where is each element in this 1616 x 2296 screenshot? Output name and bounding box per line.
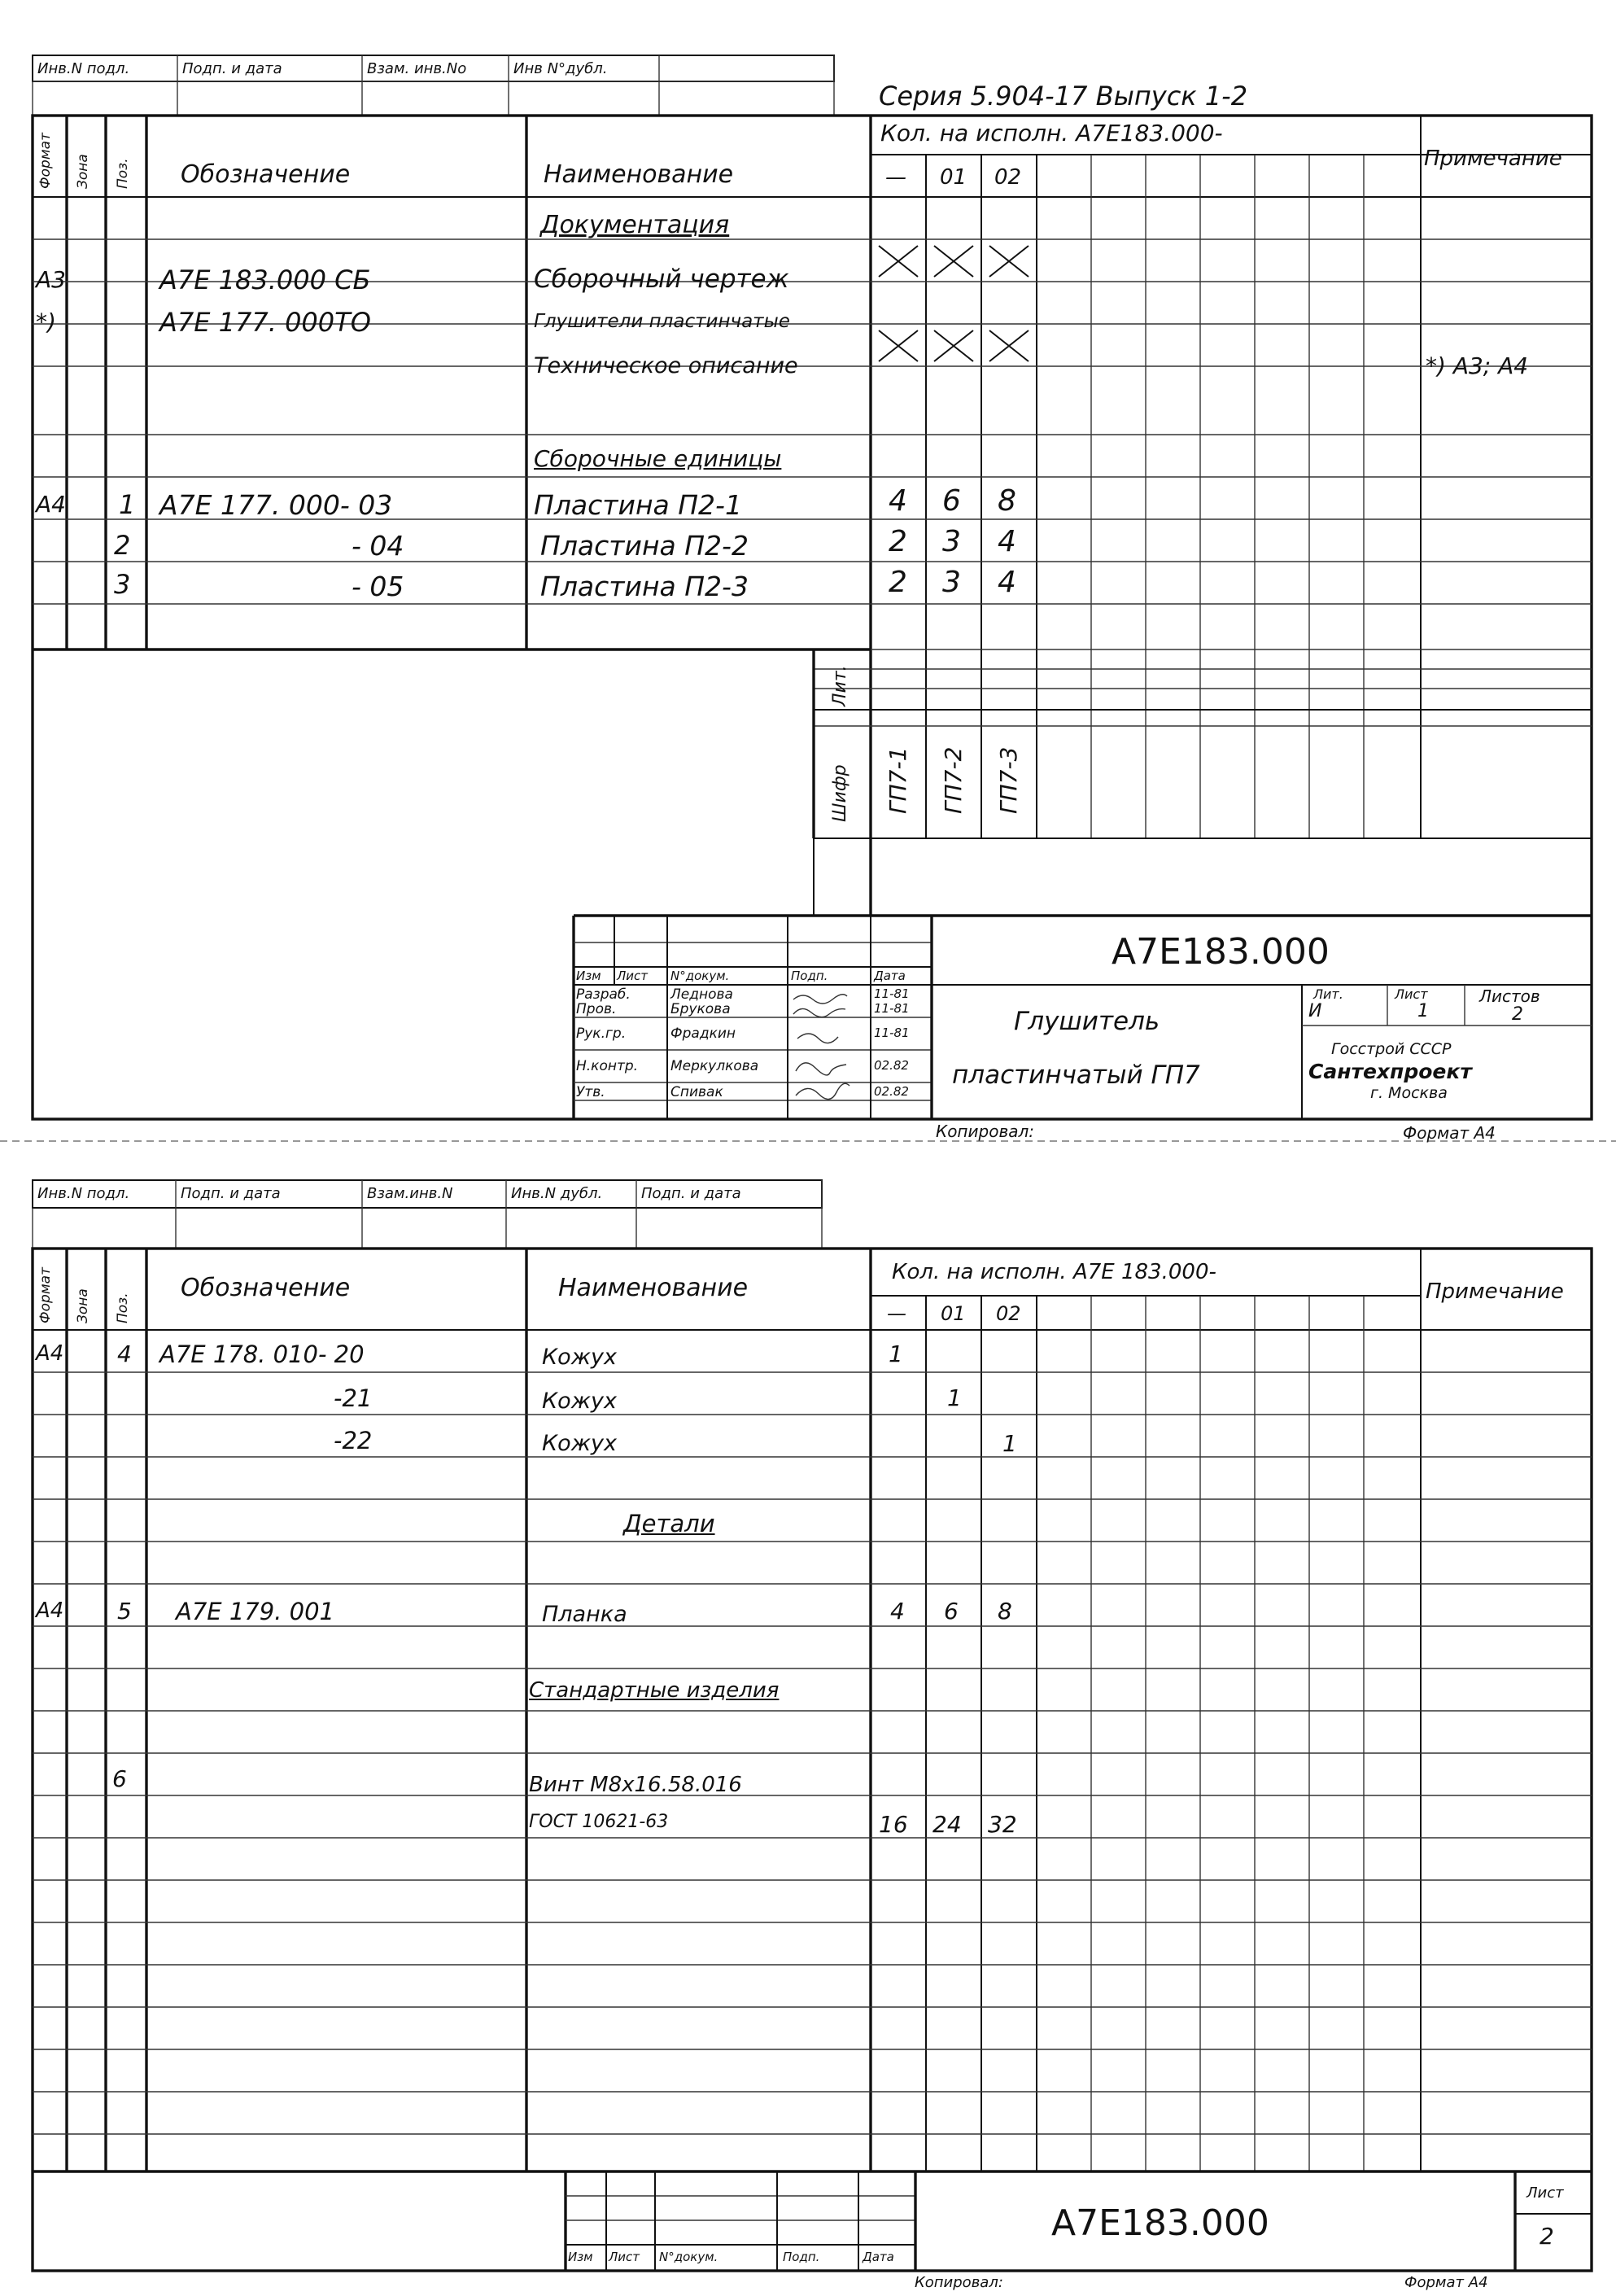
tb-rev-izm: Изм <box>576 969 601 983</box>
row-designation: - 05 <box>352 571 404 602</box>
tb-sheets-label: Листов <box>1479 986 1540 1006</box>
tb-org-1: Госстрой СССР <box>1331 1040 1452 1058</box>
tb-sheet-value: 1 <box>1417 1001 1429 1021</box>
tb-rev-list: Лист <box>617 969 649 983</box>
row-qty: 8 <box>998 1598 1012 1625</box>
header-format: Формат <box>37 1267 54 1323</box>
tb-person: Брукова <box>670 1001 731 1017</box>
sheet-2-grid <box>0 1148 1616 2296</box>
row-qty: 6 <box>944 1598 959 1625</box>
tb-role: Утв. <box>576 1084 605 1100</box>
row-pos: 1 <box>119 489 136 520</box>
tb-role: Разраб. <box>576 986 631 1003</box>
row-pos: 5 <box>117 1598 132 1625</box>
tb-rev-doc: N°докум. <box>659 2250 718 2264</box>
row-pos: 3 <box>114 569 131 600</box>
row-name: Кожух <box>542 1389 617 1414</box>
row-qty: 4 <box>998 566 1016 599</box>
cipher-value: ГП7-1 <box>884 746 911 814</box>
row-name: Винт М8х16.58.016 <box>529 1773 742 1797</box>
row-name: Кожух <box>542 1431 617 1456</box>
tb-date: 11-81 <box>874 1001 910 1016</box>
tb-lit-value: И <box>1308 1001 1322 1021</box>
stamp-inv-dubl: Инв.N дубл. <box>511 1185 603 1202</box>
row-qty: 2 <box>889 566 907 599</box>
copied-label: Копировал: <box>915 2274 1003 2291</box>
tb-person: Спивак <box>670 1084 723 1100</box>
cipher-label: Шифр <box>830 764 850 822</box>
row-designation: А7Е 177. 000ТО <box>159 307 371 338</box>
header-pos: Поз. <box>115 158 131 189</box>
header-qty-title: Кол. на исполн. А7Е 183.000- <box>892 1260 1216 1284</box>
tb-sheet-value: 2 <box>1540 2223 1554 2250</box>
row-qty: 32 <box>988 1811 1017 1838</box>
row-designation: -21 <box>334 1384 373 1412</box>
row-format: А4 <box>36 491 66 518</box>
header-variant-1: — <box>887 1302 906 1325</box>
tb-rev-izm: Изм <box>568 2250 593 2264</box>
stamp-podp-data: Подп. и дата <box>182 60 282 77</box>
stamp-podp-data-2: Подп. и дата <box>641 1185 741 1202</box>
tb-name-line1: Глушитель <box>1014 1007 1160 1036</box>
row-name: Пластина П2-3 <box>540 571 749 602</box>
row-qty: 2 <box>889 525 907 558</box>
section-details: Детали <box>623 1510 715 1537</box>
row-name: Кожух <box>542 1345 617 1370</box>
cipher-value: ГП7-3 <box>995 746 1022 814</box>
tb-sheet-label: Лист <box>1395 986 1428 1002</box>
row-qty: 4 <box>889 484 907 518</box>
header-note: Примечание <box>1426 1279 1564 1304</box>
tb-doc-code: А7Е183.000 <box>1112 931 1330 973</box>
row-name: ГОСТ 10621-63 <box>529 1812 669 1832</box>
tb-doc-code: А7Е183.000 <box>1051 2202 1269 2244</box>
row-designation: А7Е 179. 001 <box>176 1598 334 1625</box>
format-label: Формат А4 <box>1404 2274 1488 2291</box>
copied-label: Копировал: <box>936 1122 1035 1141</box>
tb-person: Меркулкова <box>670 1058 759 1074</box>
tb-rev-sign: Подп. <box>783 2250 820 2264</box>
header-variant-1: — <box>885 165 906 190</box>
section-assembly-units: Сборочные единицы <box>534 445 782 472</box>
row-designation: А7Е 178. 010- 20 <box>159 1340 365 1368</box>
stamp-inv-podl: Инв.N подл. <box>37 60 130 77</box>
row-pos: 4 <box>117 1340 132 1367</box>
row-qty: 6 <box>942 484 961 518</box>
row-qty: 4 <box>998 525 1016 558</box>
row-name: Техническое описание <box>534 353 798 378</box>
row-designation: - 04 <box>352 530 404 562</box>
tb-date: 02.82 <box>874 1084 909 1099</box>
header-zone: Зона <box>75 1288 91 1323</box>
row-pos: 6 <box>112 1765 127 1792</box>
row-designation: -22 <box>334 1427 373 1454</box>
tb-rev-doc: N°докум. <box>670 969 730 983</box>
tb-role: Пров. <box>576 1001 617 1017</box>
tb-rev-list: Лист <box>609 2250 640 2264</box>
header-designation: Обозначение <box>181 1274 351 1302</box>
tb-rev-date: Дата <box>863 2250 894 2264</box>
tb-sheets-value: 2 <box>1512 1004 1523 1025</box>
row-name: Пластина П2-2 <box>540 530 749 562</box>
tb-date: 02.82 <box>874 1058 909 1073</box>
tb-org-2: Сантехпроект <box>1308 1060 1472 1083</box>
row-qty: 3 <box>942 566 961 599</box>
stamp-vzam-inv: Взам.инв.N <box>367 1185 453 1202</box>
tb-date: 11-81 <box>874 1026 910 1040</box>
row-format: А4 <box>36 1341 64 1366</box>
row-qty: 16 <box>879 1811 908 1838</box>
tb-org-3: г. Москва <box>1370 1084 1448 1102</box>
row-qty: 4 <box>890 1598 905 1625</box>
header-note: Примечание <box>1424 147 1562 171</box>
tb-role: Н.контр. <box>576 1058 639 1074</box>
header-zone: Зона <box>75 154 91 189</box>
tb-rev-date: Дата <box>874 969 906 983</box>
tb-rev-sign: Подп. <box>791 969 828 983</box>
stamp-inv-podl: Инв.N подл. <box>37 1185 130 1202</box>
header-pos: Поз. <box>115 1292 131 1323</box>
row-note: *) А3; А4 <box>1426 352 1529 379</box>
series-label: Серия 5.904-17 Выпуск 1-2 <box>879 81 1248 112</box>
row-name: Пластина П2-1 <box>534 489 742 521</box>
row-format: *) <box>36 308 56 335</box>
stamp-inv-dubl: Инв N°дубл. <box>513 60 608 77</box>
row-name: Глушители пластинчатые <box>534 311 790 332</box>
tb-role: Рук.гр. <box>576 1026 627 1042</box>
lit-label: Лит. <box>830 665 850 706</box>
row-qty: 8 <box>998 484 1016 518</box>
header-name: Наименование <box>558 1274 749 1302</box>
row-qty: 1 <box>1002 1430 1017 1457</box>
row-pos: 2 <box>114 530 131 561</box>
row-qty: 3 <box>942 525 961 558</box>
stamp-vzam-inv: Взам. инв.No <box>367 60 467 77</box>
header-designation: Обозначение <box>181 160 351 189</box>
header-variant-2: 01 <box>941 1302 966 1325</box>
row-qty: 1 <box>889 1340 903 1367</box>
row-format: А4 <box>36 1598 64 1623</box>
stamp-podp-data: Подп. и дата <box>181 1185 281 1202</box>
format-label: Формат А4 <box>1403 1123 1496 1143</box>
section-documentation: Документация <box>540 211 730 239</box>
header-variant-2: 01 <box>940 165 967 190</box>
tb-sheet-label: Лист <box>1526 2184 1564 2202</box>
header-format: Формат <box>37 133 54 189</box>
row-qty: 1 <box>947 1384 962 1411</box>
section-standard-items: Стандартные изделия <box>529 1678 780 1703</box>
row-qty: 24 <box>932 1811 962 1838</box>
row-designation: А7Е 183.000 СБ <box>159 265 371 295</box>
sheet-2 <box>0 1148 1616 2296</box>
tb-name-line2: пластинчатый ГП7 <box>952 1061 1200 1090</box>
row-designation: А7Е 177. 000- 03 <box>159 489 393 521</box>
header-qty-title: Кол. на исполн. А7Е183.000- <box>880 120 1223 147</box>
tb-person: Фрадкин <box>670 1026 736 1042</box>
row-format: А3 <box>36 266 66 293</box>
header-name: Наименование <box>544 160 734 189</box>
cipher-value: ГП7-2 <box>940 746 967 814</box>
header-variant-3: 02 <box>994 165 1022 190</box>
row-name: Планка <box>542 1602 627 1627</box>
header-variant-3: 02 <box>996 1302 1021 1325</box>
tb-lit-label: Лит. <box>1313 986 1343 1002</box>
row-name: Сборочный чертеж <box>534 265 789 294</box>
tb-person: Леднова <box>670 986 733 1003</box>
tb-date: 11-81 <box>874 986 910 1001</box>
